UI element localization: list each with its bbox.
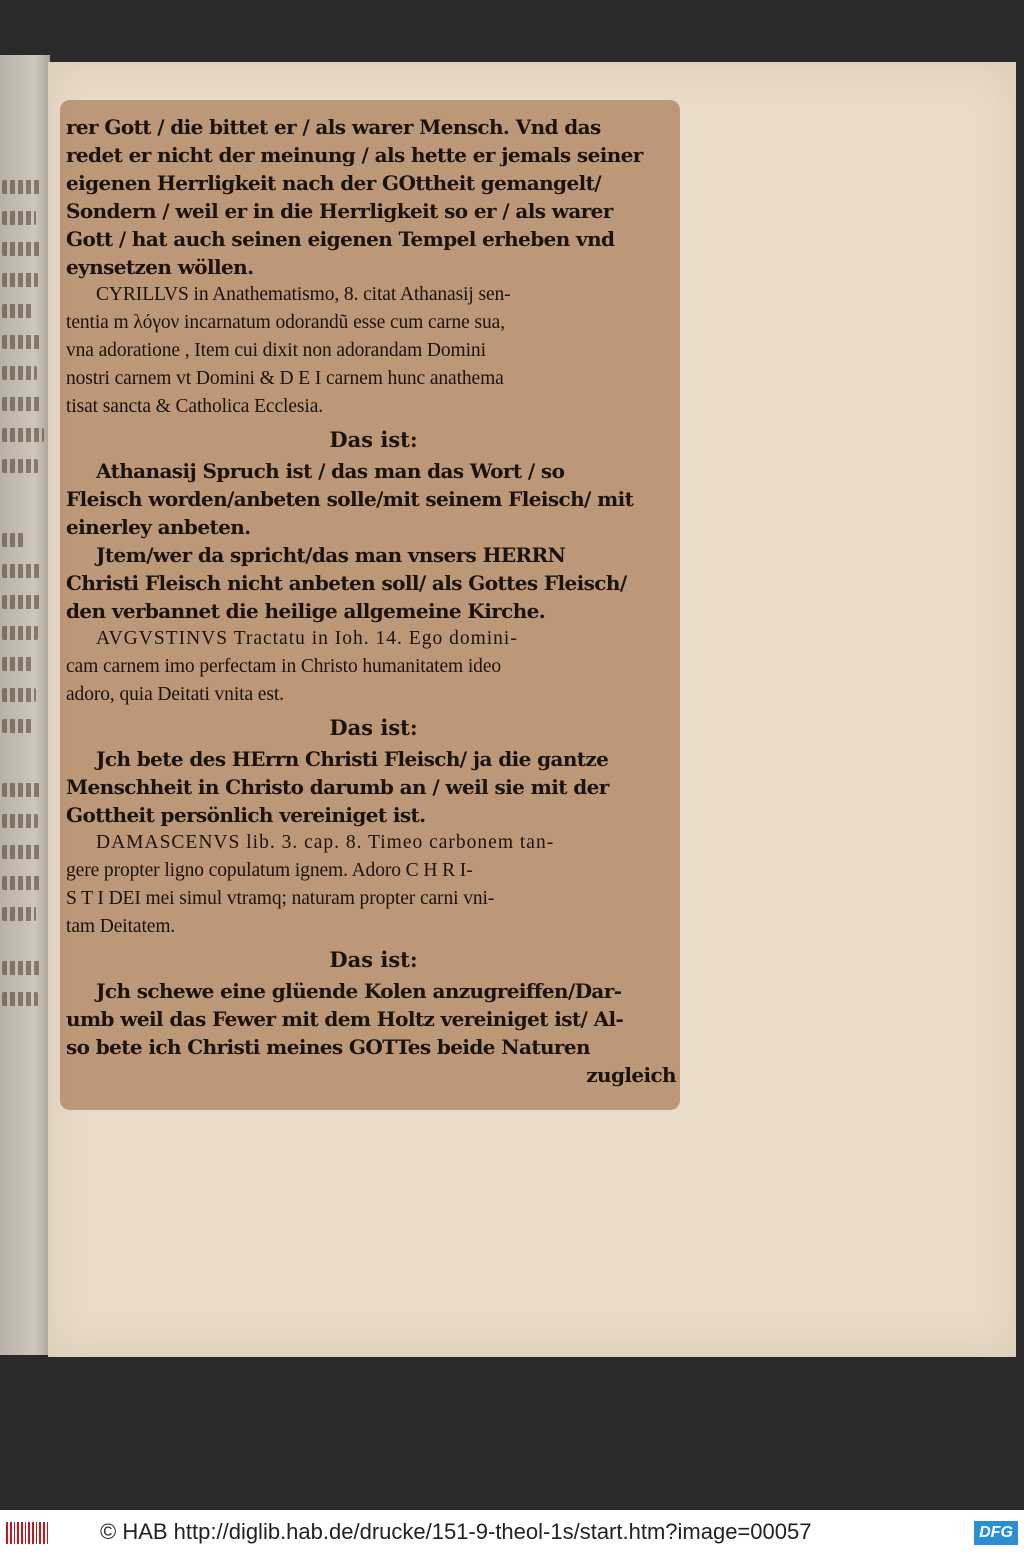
text-line: adoro, quia Deitati vnita est. <box>66 684 284 705</box>
text-line: Jch bete des HErrn Christi Fleisch/ ja die gantze <box>96 747 609 771</box>
text-line: AVGVSTINVS Tractatu in Ioh. 14. Ego domini- <box>96 628 518 649</box>
text-line: rer Gott / die bittet er / als warer Mensch. Vnd das <box>66 115 601 139</box>
text-line: Menschheit in Christo darumb an / weil sie mit der <box>66 775 609 799</box>
text-line: Jtem/wer da spricht/das man vnsers HERRN <box>96 543 566 567</box>
previous-page-edge <box>0 55 50 1355</box>
text-line: nostri carnem vt Domini & D E I carnem hunc anathema <box>66 368 504 389</box>
viewer-footer <box>0 1510 1024 1555</box>
section-heading: Das ist: <box>329 715 418 740</box>
text-line: eynsetzen wöllen. <box>66 255 254 279</box>
text-line: Sondern / weil er in die Herrligkeit so er / als warer <box>66 199 613 223</box>
text-line: vna adoratione , Item cui dixit non adorandam Domini <box>66 340 486 361</box>
text-line: Gott / hat auch seinen eigenen Tempel erheben vnd <box>66 227 615 251</box>
section-heading: Das ist: <box>329 427 418 452</box>
text-line: den verbannet die heilige allgemeine Kirche. <box>66 599 546 623</box>
text-line: Gottheit persönlich vereiniget ist. <box>66 803 426 827</box>
text-line: gere propter ligno copulatum ignem. Adoro C H R I- <box>66 860 473 881</box>
text-line: redet er nicht der meinung / als hette er jemals seiner <box>66 143 643 167</box>
text-line: tam Deitatem. <box>66 916 176 937</box>
page-text <box>66 113 681 1089</box>
text-line: umb weil das Fewer mit dem Holtz vereiniget ist/ Al- <box>66 1007 624 1031</box>
text-line: tisat sancta & Catholica Ecclesia. <box>66 396 324 417</box>
text-line: Christi Fleisch nicht anbeten soll/ als Gottes Fleisch/ <box>66 571 627 595</box>
text-line: cam carnem imo perfectam in Christo humanitatem ideo <box>66 656 502 677</box>
text-line: Fleisch worden/anbeten solle/mit seinem Fleisch/ mit <box>66 487 634 511</box>
hab-barcode-icon <box>6 1522 48 1544</box>
text-line: eigenen Herrligkeit nach der GOttheit gemangelt/ <box>66 171 601 195</box>
text-line: zugleich <box>586 1063 676 1087</box>
text-line: tentia m λόγον incarnatum odorandũ esse cum carne sua, <box>66 312 505 333</box>
text-line: Athanasij Spruch ist / das man das Wort / so <box>96 459 565 483</box>
text-line: S T I DEI mei simul vtramq; naturam propter carni vni- <box>66 888 495 909</box>
copyright-link[interactable]: © HAB http://diglib.hab.de/drucke/151-9-theol-1s/start.htm?image=00057 <box>100 1519 812 1544</box>
text-line: CYRILLVS in Anathematismo, 8. citat Athanasij sen- <box>96 284 511 305</box>
section-heading: Das ist: <box>329 947 418 972</box>
text-line: DAMASCENVS lib. 3. cap. 8. Timeo carbonem tan- <box>96 832 555 853</box>
text-line: einerley anbeten. <box>66 515 251 539</box>
text-line: Jch schewe eine glüende Kolen anzugreiffen/Dar- <box>96 979 622 1003</box>
dfg-logo[interactable]: DFG <box>974 1521 1018 1545</box>
previous-page-text-fragments <box>2 180 46 1023</box>
text-line: so bete ich Christi meines GOTTes beide Naturen <box>66 1035 590 1059</box>
